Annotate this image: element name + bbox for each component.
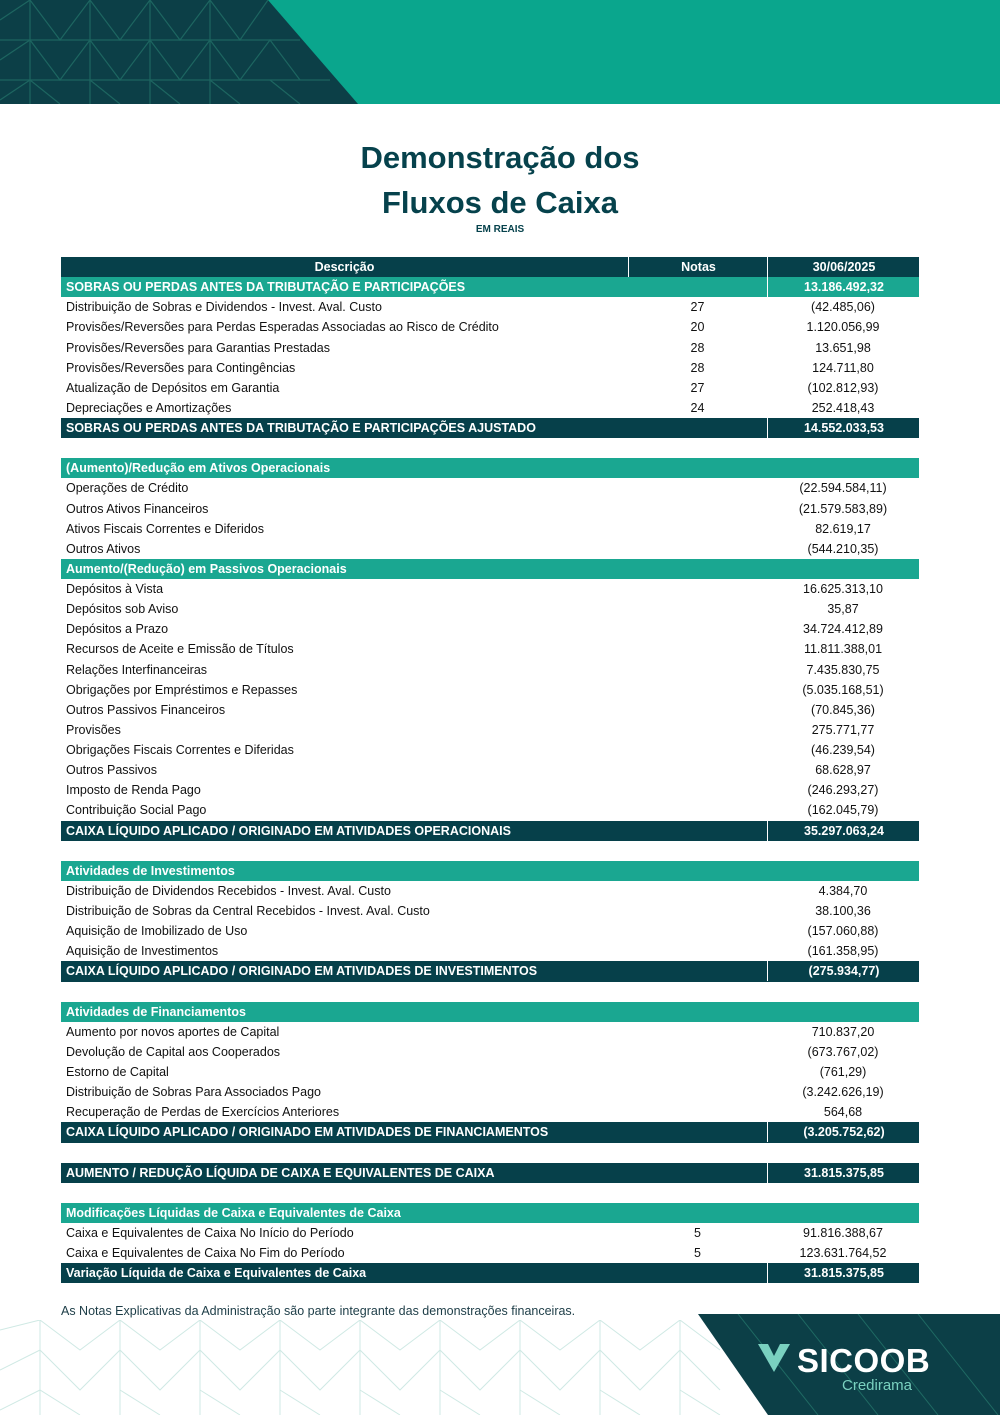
section-row [61,458,919,478]
row-description: Recursos de Aceite e Emissão de Títulos [66,642,294,657]
row-description: Recuperação de Perdas de Exercícios Anteriores [66,1105,340,1120]
row-description: Caixa e Equivalentes de Caixa No Fim do Período [66,1246,345,1261]
row-note: 27 [690,300,705,315]
row-value: 13.186.492,32 [767,277,920,297]
table-header [61,257,919,277]
row-value: (3.205.752,62) [767,1122,920,1142]
row-value: 34.724.412,89 [803,622,883,637]
section-row [61,277,919,297]
row-note: 5 [694,1246,701,1261]
row-description: Imposto de Renda Pago [66,783,201,798]
table-row [61,901,919,921]
row-description: Provisões/Reversões para Contingências [66,360,296,375]
table-row [61,941,919,961]
spacer-row [61,1183,919,1203]
spacer-row [61,438,919,458]
row-value: 16.625.313,10 [803,582,883,596]
row-description: Devolução de Capital aos Cooperados [66,1044,281,1059]
row-value: (246.293,27) [807,783,879,798]
section-row [61,559,919,579]
row-description: Atividades de Investimentos [66,863,235,878]
row-description: Caixa e Equivalentes de Caixa No Início do Período [66,1226,354,1240]
table-row [61,1042,919,1062]
table-row [61,539,919,559]
row-value: (157.060,88) [807,924,879,939]
row-description: (Aumento)/Redução em Ativos Operacionais [66,461,331,476]
total-row [61,1122,919,1142]
table-row [61,800,919,820]
table-row [61,700,919,720]
row-description: Obrigações por Empréstimos e Repasses [66,682,298,697]
table-row [61,378,919,398]
total-row [61,1163,919,1183]
row-description: Operações de Crédito [66,481,189,496]
logo-name: SICOOB [797,1342,931,1379]
table-row [61,499,919,519]
row-description: Atualização de Depósitos em Garantia [66,380,280,395]
table-row [61,1062,919,1082]
row-value: 14.552.033,53 [767,418,920,438]
table-row [61,1223,919,1243]
row-description: Distribuição de Sobras da Central Recebidos - Invest. Aval. Custo [66,904,430,918]
row-description: Outros Passivos [66,763,158,778]
table-row [61,478,919,498]
row-value: 7.435.830,75 [806,662,880,677]
row-value: 35.297.063,24 [767,821,920,841]
row-value: (761,29) [819,1065,867,1079]
logo-subname: Credirama [842,1377,913,1394]
row-value: 123.631.764,52 [799,1246,887,1261]
row-description: Aquisição de Imobilizado de Uso [66,924,248,939]
table-body [61,277,919,1283]
section-row [61,1203,919,1223]
page-subtitle: EM REAIS [475,224,525,235]
table-row [61,740,919,760]
spacer-row [61,1143,919,1163]
row-note: 28 [690,360,705,375]
table-row [61,1022,919,1042]
row-description: Aumento por novos aportes de Capital [66,1024,280,1039]
row-value: 710.837,20 [811,1024,875,1039]
row-description: SOBRAS OU PERDAS ANTES DA TRIBUTAÇÃO E PARTICIPAÇÕES AJUSTADO [66,421,536,435]
header-notes: Notas [628,257,768,277]
row-value: 31.815.375,85 [767,1163,920,1183]
row-value: (673.767,02) [807,1044,879,1059]
row-description: Variação Líquida de Caixa e Equivalentes de Caixa [66,1266,367,1281]
total-row [61,961,919,981]
row-value: 13.651,98 [815,340,871,355]
header-pattern [0,0,1000,104]
row-note: 24 [690,400,705,415]
table-row [61,680,919,700]
row-value: (46.239,54) [811,743,875,757]
row-value: 252.418,43 [811,400,875,415]
table-row [61,780,919,800]
row-description: Provisões/Reversões para Garantias Prestadas [66,340,331,355]
row-description: CAIXA LÍQUIDO APLICADO / ORIGINADO EM ATIVIDADES DE FINANCIAMENTOS [66,1125,549,1140]
table-row [61,297,919,317]
row-value: (544.210,35) [807,541,879,556]
row-value: 31.815.375,85 [767,1263,920,1283]
row-note: 20 [690,320,705,335]
row-note: 5 [694,1226,701,1240]
row-description: Modificações Líquidas de Caixa e Equivalentes de Caixa [66,1205,401,1220]
row-description: Aumento/(Redução) em Passivos Operacionais [66,561,347,576]
total-row [61,821,919,841]
table-row [61,660,919,680]
table-row [61,338,919,358]
row-note: 28 [690,340,705,355]
row-value: 1.120.056,99 [806,320,880,335]
total-row [61,418,919,438]
row-description: SOBRAS OU PERDAS ANTES DA TRIBUTAÇÃO E PARTICIPAÇÕES [66,280,466,295]
row-value: (162.045,79) [807,803,879,818]
table-row [61,1243,919,1263]
row-description: CAIXA LÍQUIDO APLICADO / ORIGINADO EM ATIVIDADES DE INVESTIMENTOS [66,964,538,979]
row-description: Outros Ativos Financeiros [66,501,209,516]
section-row [61,861,919,881]
row-value: 68.628,97 [815,763,871,778]
row-value: (161.358,95) [807,944,879,959]
table-row [61,619,919,639]
table-row [61,1102,919,1122]
section-row [61,1002,919,1022]
row-value: 91.816.388,67 [803,1226,883,1240]
row-description: AUMENTO / REDUÇÃO LÍQUIDA DE CAIXA E EQUIVALENTES DE CAIXA [66,1165,495,1180]
row-value: (102.812,93) [807,380,879,395]
spacer-row [61,841,919,861]
row-description: Atividades de Financiamentos [66,1004,246,1019]
spacer-row [61,982,919,1002]
row-value: 564,68 [823,1105,863,1120]
row-value: 35,87 [827,602,859,617]
row-value: 124.711,80 [812,360,874,375]
total-row [61,1263,919,1283]
row-value: (22.594.584,11) [799,481,887,496]
table-row [61,1082,919,1102]
row-description: Outros Ativos [66,541,141,556]
table-row [61,317,919,337]
row-note: 27 [690,380,705,395]
cash-flow-table [61,257,919,1283]
row-value: (3.242.626,19) [802,1085,884,1100]
row-value: (70.845,36) [811,702,875,717]
row-description: Depreciações e Amortizações [66,400,232,415]
row-description: Provisões [66,722,121,737]
row-description: Distribuição de Sobras Para Associados Pago [66,1085,322,1100]
table-row [61,398,919,418]
table-row [61,720,919,740]
table-row [61,358,919,378]
table-row [61,921,919,941]
row-value: (21.579.583,89) [798,501,888,516]
row-value: 11.811.388,01 [803,642,883,657]
row-description: Distribuição de Dividendos Recebidos - Invest. Aval. Custo [66,883,391,898]
header-description: Descrição [314,260,375,274]
row-value: (5.035.168,51) [802,682,884,697]
row-description: Depósitos a Prazo [66,622,169,637]
row-value: (42.485,06) [811,300,875,315]
row-description: Obrigações Fiscais Correntes e Diferidas [66,743,294,757]
row-description: Contribuição Social Pago [66,803,207,818]
row-description: CAIXA LÍQUIDO APLICADO / ORIGINADO EM ATIVIDADES OPERACIONAIS [66,823,511,838]
table-row [61,519,919,539]
row-description: Relações Interfinanceiras [66,662,208,677]
row-description: Depósitos sob Aviso [66,602,179,617]
row-description: Outros Passivos Financeiros [66,702,226,717]
table-row [61,639,919,659]
page-title-line1: Demonstração dos [360,140,640,175]
row-description: Ativos Fiscais Correntes e Diferidos [66,521,264,536]
row-value: (275.934,77) [767,961,920,981]
row-description: Aquisição de Investimentos [66,944,219,959]
row-description: Estorno de Capital [66,1065,169,1079]
row-description: Depósitos à Vista [66,582,164,596]
footnote: As Notas Explicativas da Administração são parte integrante das demonstrações financeiras. [61,1304,576,1318]
table-row [61,579,919,599]
page-title-line2: Fluxos de Caixa [381,185,619,220]
row-value: 4.384,70 [818,883,868,898]
row-value: 82.619,17 [815,521,871,536]
table-row [61,599,919,619]
table-row [61,760,919,780]
row-value: 275.771,77 [811,722,875,737]
header-date: 30/06/2025 [767,257,920,277]
row-description: Distribuição de Sobras e Dividendos - Invest. Aval. Custo [66,300,382,315]
row-value: 38.100,36 [815,904,871,918]
table-row [61,881,919,901]
row-description: Provisões/Reversões para Perdas Esperadas Associadas ao Risco de Crédito [66,320,499,335]
